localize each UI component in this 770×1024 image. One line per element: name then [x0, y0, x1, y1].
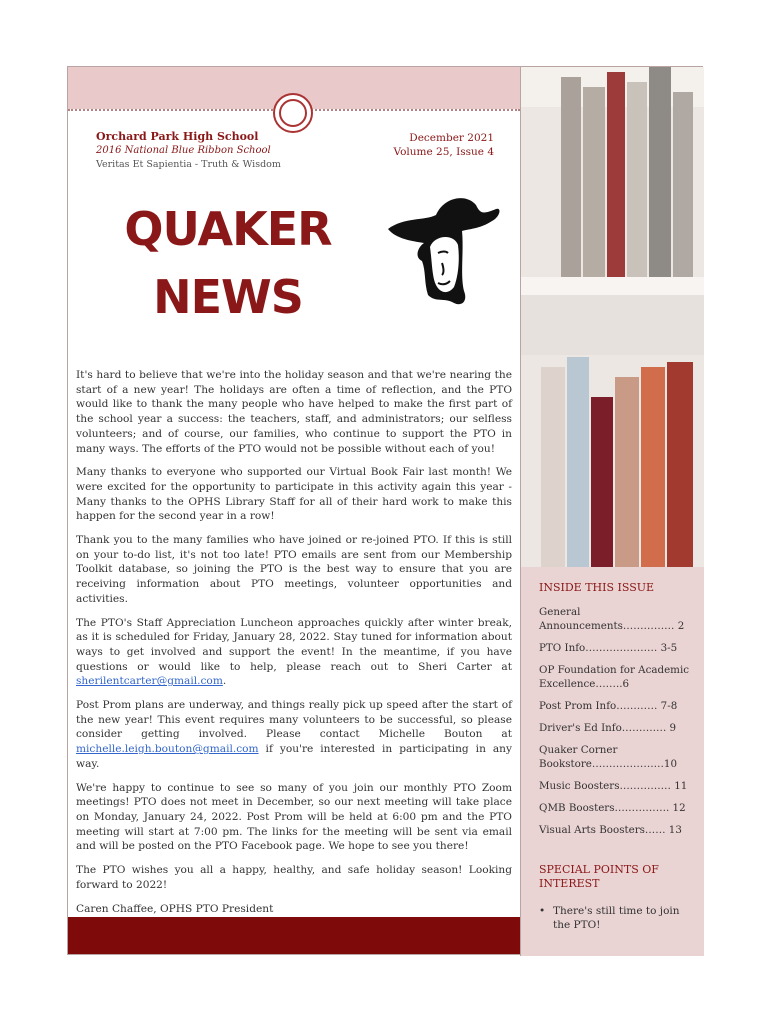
sheri-email-link[interactable]: sherilentcarter@gmail.com: [76, 675, 223, 688]
toc-item: Quaker Corner Bookstore…………………10: [539, 744, 678, 770]
toc-item: QMB Boosters……………. 12: [539, 802, 686, 814]
special-point-text: There's still time to join the PTO!: [553, 905, 680, 931]
post-prom-text-end: if you're interested in participating in any way.: [76, 743, 512, 770]
paragraph-holidays: It's hard to believe that we're into the holiday season and that we're nearing the start of a new year! The holidays are often a time of reflection, and the PTO would like to thank the many people who have helped to make the first part of the school year a success: the teachers, staff, and administrators; our selfless volunteers; and of course, our families, who continue to support the PTO in many ways. The efforts of the PTO would not be possible without each of you!: [76, 369, 512, 455]
toc-item: PTO Info………………… 3-5: [539, 642, 678, 654]
luncheon-text: The PTO's Staff Appreciation Luncheon approaches quickly after winter break, as it is scheduled for Friday, January 28, 2022. Stay tuned for information about ways to get involved and support the event! In the meantime, if you have questions or would like to help, please reach out to Sheri Carter at: [76, 616, 512, 673]
bullet-icon: •: [539, 905, 546, 917]
masthead-title: [98, 195, 358, 331]
special-points-heading: SPECIAL POINTS OF INTEREST: [539, 863, 659, 890]
newsletter-page: [67, 66, 703, 955]
list-item: [539, 904, 689, 932]
issue-info: [393, 131, 494, 159]
paragraph-book-fair: Many thanks to everyone who supported our Virtual Book Fair last month! We were excited for the opportunity to participate in this activity again this year - Many thanks to the OPHS Library Staff for all of their hard work to make this happen for the second year in a row!: [76, 466, 512, 523]
footer-band: [68, 917, 520, 954]
issue-date: December 2021: [409, 132, 494, 144]
bookshelf-photo: [521, 67, 704, 567]
school-award: 2016 National Blue Ribbon School: [96, 145, 271, 156]
post-prom-text: Post Prom plans are underway, and things really pick up speed after the start of the new year! This event requires many volunteers to be successful, so please consider getting involved. Please contact Michelle Bouton at: [76, 699, 512, 741]
toc-item: Driver's Ed Info…………. 9: [539, 722, 677, 734]
toc-heading: INSIDE THIS ISSUE: [539, 581, 655, 594]
masthead-line-2: NEWS: [153, 270, 303, 324]
school-name: Orchard Park High School: [96, 130, 259, 143]
luncheon-text-end: .: [222, 675, 227, 688]
special-points-list: [539, 904, 689, 932]
masthead-line-1: QUAKER: [124, 202, 332, 256]
toc-item: Post Prom Info………… 7-8: [539, 700, 678, 712]
table-of-contents: [539, 605, 689, 845]
paragraph-luncheon: [76, 616, 512, 690]
toc-item: Visual Arts Boosters…… 13: [539, 824, 682, 836]
school-seal-icon: [273, 93, 313, 133]
paragraph-wishes: The PTO wishes you all a happy, healthy, and safe holiday season! Looking forward to 2022!: [76, 864, 512, 891]
sidebar: [520, 67, 704, 956]
toc-item: Music Boosters…………… 11: [539, 780, 688, 792]
toc-item: OP Foundation for Academic Excellence……..6: [539, 664, 690, 690]
paragraph-zoom: We're happy to continue to see so many of you join our monthly PTO Zoom meetings! PTO does not meet in December, so our next meeting will take place on Monday, January 24, 2022. Post Prom will be held at 6:00 pm and the PTO meeting will start at 7:00 pm. The links for the meeting will be sent via email and will be posted on the PTO Facebook page. We hope to see you there!: [76, 781, 512, 853]
signature: Caren Chaffee, OPHS PTO President: [76, 902, 274, 915]
article-body: [76, 368, 512, 925]
michelle-email-link[interactable]: michelle.leigh.bouton@gmail.com: [76, 743, 259, 756]
quaker-mascot-icon: [384, 191, 502, 311]
toc-item: General Announcements…………… 2: [539, 606, 685, 632]
paragraph-post-prom: [76, 698, 512, 772]
paragraph-membership: Thank you to the many families who have joined or re-joined PTO. If this is still on your to-do list, it's not too late! PTO emails are sent from our Membership Toolkit database, so joining the PTO is the best way to ensure that you are receiving information about PTO meetings, volunteer opportunities and activities.: [76, 534, 512, 605]
issue-volume: Volume 25, Issue 4: [393, 146, 494, 158]
school-motto: Veritas Et Sapientia - Truth & Wisdom: [96, 159, 281, 170]
